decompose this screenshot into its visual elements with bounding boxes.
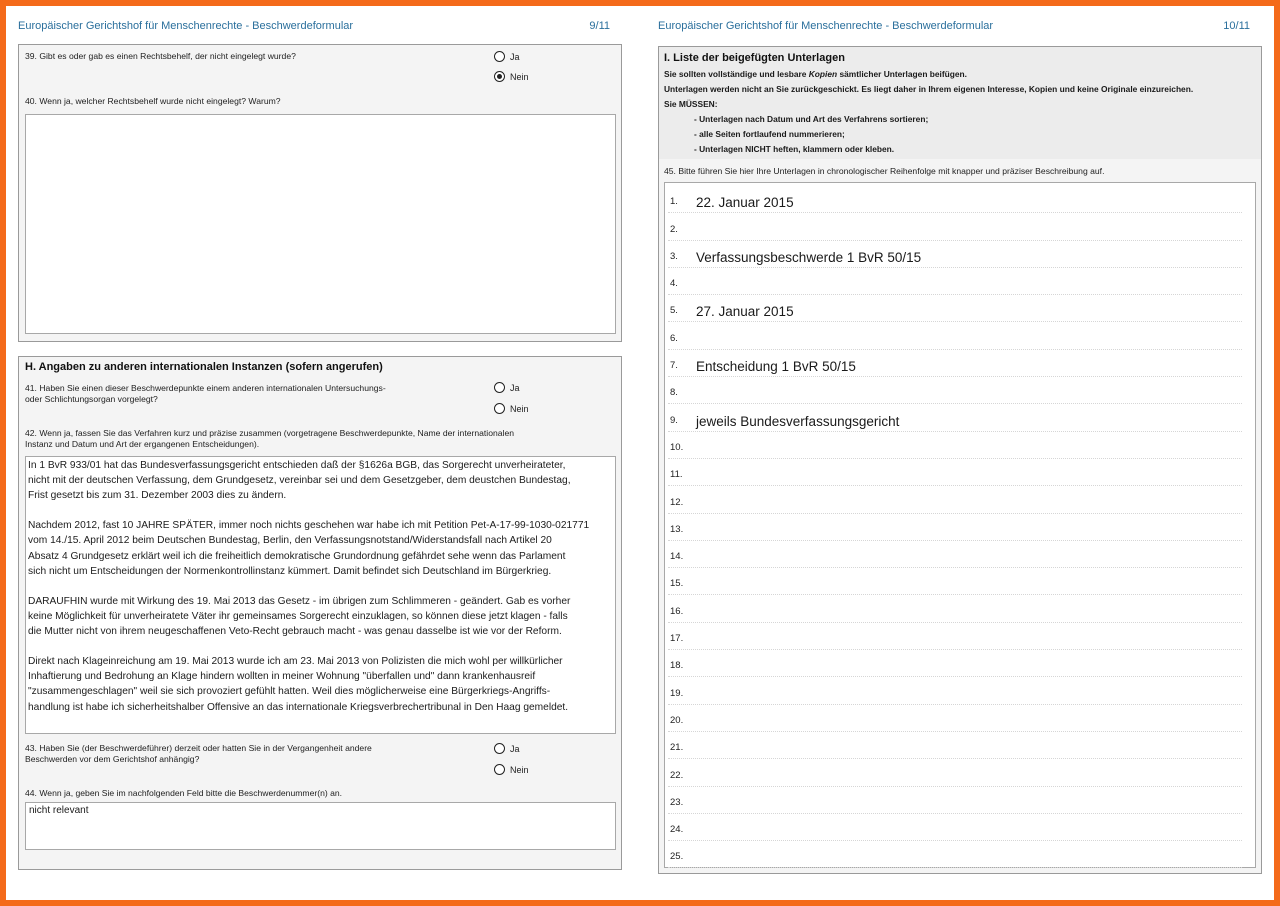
q41-radio-nein[interactable] [494,403,505,414]
info-bullet-3: - Unterlagen NICHT heften, klammern oder kleben. [694,144,895,154]
q39-label-nein: Nein [510,71,529,82]
info-line-2: Unterlagen werden nicht an Sie zurückgeschickt. Es liegt daher in Ihrem eigenen Interesse, Kopien und keine Originale einzureichen. [664,84,1194,94]
document-row[interactable] [668,677,1242,704]
info-line-3: Sie MÜSSEN: [664,99,718,109]
document-row[interactable] [668,787,1242,814]
document-number: 5. [670,305,678,317]
q39-label-ja: Ja [510,51,520,62]
info-line-1-post: sämtlicher Unterlagen beifügen. [837,69,967,79]
q42-answer-text: In 1 BvR 933/01 hat das Bundesverfassungsgericht entschieden daß der §1626a BGB, das Sorgerecht unverheirateter, nicht mit der deutschen Verfassung, dem Grundgesetz, vereinbar sei und dem Gesetzgeber, dem deustchen Bundestag, Frist gesetzt bis zum 31. Dezember 2003 dies zu ändern. Nachdem 2012, fast 10 JAHRE SPÄTER, immer noch nichts geschehen war habe ich mit Petition Pet-A-17-99-1030-021771 vom 14./15. April 2012 beim Deutschen Bundestag, Berlin, den Verfassungsnotstand/Widerstandsfall nach Artikel 20 Absatz 4 Grundgesetz erklärt weil ich die freiheitlich demokratische Grundordnung gefährdet sehe wenn das Parlament sich nicht um Entscheidungen der Normenkontrollinstanz kümmert. Damit befindet sich Deutschland im Bürgerkrieg. DARAUFHIN wurde mit Wirkung des 19. Mai 2013 das Gesetz - im übrigen zum Schlimmeren - geändert. Gab es vorher keine Möglichkeit für unverheiratete Väter ihr gemeinsames Sorgerecht einzuklagen, so können diese jetzt klagen - falls die Mutter nicht von ihrem neugeschaffenen Veto-Recht gebrauch macht - was genau dasselbe ist wie vor der Reform. Direkt nach Klageinreichung am 19. Mai 2013 wurde ich am 23. Mai 2013 von Polizisten die mich wohl per willkürlicher Inhaftierung und Bedrohung an Klage hindern wollten in meiner Wohnung "überfallen und" dann krankenhausreif "zusammengeschlagen" weil sie sich provoziert gefühlt hatten. Weil dies möglicherweise eine Bürgerkriegs-Angriffs- handlung ist habe ich sicherheitshalber Offensive an das internationale Kriegsverbrechertribunal in Den Haag gemeldet. [28,460,590,713]
q41-radio-ja[interactable] [494,382,505,393]
right-page-number: 10/11 [1223,20,1250,32]
q41-label-ja: Ja [510,382,520,393]
document-row[interactable] [668,350,1242,377]
document-row[interactable] [668,596,1242,623]
document-row[interactable] [668,323,1242,350]
left-page-header [18,20,610,32]
document-row[interactable] [668,404,1242,431]
document-description: 27. Januar 2015 [696,304,794,320]
q40-text: 40. Wenn ja, welcher Rechtsbehelf wurde nicht eingelegt? Warum? [25,96,281,106]
q39-radio-nein[interactable] [494,71,505,82]
document-number: 6. [670,332,678,344]
document-row[interactable] [668,841,1242,868]
document-row[interactable] [668,268,1242,295]
q45-text: 45. Bitte führen Sie hier Ihre Unterlagen in chronologischer Reihenfolge mit knapper und präziser Beschreibung auf. [664,166,1105,176]
info-line-1-pre: Sie sollten vollständige und lesbare [664,69,809,79]
document-row[interactable] [668,241,1242,268]
document-number: 1. [670,196,678,208]
document-number: 14. [670,551,684,563]
document-row[interactable] [668,459,1242,486]
q44-text: 44. Wenn ja, geben Sie im nachfolgenden Feld bitte die Beschwerdenummer(n) an. [25,788,343,798]
q41-text: 41. Haben Sie einen dieser Beschwerdepunkte einem anderen internationalen Untersuchungs- oder Schlichtungsorgan vorgelegt? [25,383,386,404]
document-number: 22. [670,769,684,781]
document-number: 3. [670,250,678,262]
q43-label-ja: Ja [510,743,520,754]
document-row[interactable] [668,213,1242,240]
q43-label-nein: Nein [510,764,529,775]
left-header-title: Europäischer Gerichtshof für Menschenrechte - Beschwerdeformular [18,20,354,32]
document-description: Entscheidung 1 BvR 50/15 [696,359,856,375]
q43-text: 43. Haben Sie (der Beschwerdeführer) derzeit oder hatten Sie in der Vergangenheit andere Beschwerden vor dem Gerichtshof anhängig? [25,743,372,764]
info-line-1 [664,67,967,82]
document-row[interactable] [668,705,1242,732]
document-row[interactable] [668,541,1242,568]
q39-text: 39. Gibt es oder gab es einen Rechtsbehelf, der nicht eingelegt wurde? [25,51,296,61]
q43-option-nein[interactable] [494,764,529,775]
left-page-number: 9/11 [589,20,610,32]
section-i-title: I. Liste der beigefügten Unterlagen [664,52,845,64]
q39-option-ja[interactable] [494,51,520,62]
document-row[interactable] [668,295,1242,322]
document-row[interactable] [668,759,1242,786]
document-row[interactable] [668,486,1242,513]
document-row[interactable] [668,732,1242,759]
document-description: jeweils Bundesverfassungsgericht [696,413,900,429]
document-number: 2. [670,223,678,235]
q44-answer-text: nicht relevant [29,805,89,816]
document-row[interactable] [668,650,1242,677]
document-row[interactable] [668,432,1242,459]
document-number: 20. [670,714,684,726]
document-number: 21. [670,742,684,754]
q41-option-nein[interactable] [494,403,529,414]
q41-option-ja[interactable] [494,382,520,393]
document-number: 4. [670,278,678,290]
document-row[interactable] [668,186,1242,213]
document-number: 10. [670,441,684,453]
q43-option-ja[interactable] [494,743,520,754]
q44-answer-field[interactable] [25,802,616,850]
document-number: 24. [670,824,684,836]
document-number: 15. [670,578,684,590]
q42-text: 42. Wenn ja, fassen Sie das Verfahren kurz und präzise zusammen (vorgetragene Beschwerdepunkte, Name der internationalen Instanz und Datum und Art der ergangenen Entscheidungen). [25,428,515,449]
document-row[interactable] [668,514,1242,541]
q40-answer-field[interactable] [25,114,616,334]
q39-option-nein[interactable] [494,71,529,82]
info-bullet-1: - Unterlagen nach Datum und Art des Verfahrens sortieren; [694,114,929,124]
q39-radio-ja[interactable] [494,51,505,62]
document-number: 7. [670,360,678,372]
document-number: 25. [670,851,684,863]
document-number: 19. [670,687,684,699]
document-number: 11. [670,469,683,481]
document-row[interactable] [668,568,1242,595]
q43-radio-nein[interactable] [494,764,505,775]
document-description: Verfassungsbeschwerde 1 BvR 50/15 [696,249,922,265]
document-row[interactable] [668,377,1242,404]
right-page-header [658,20,1250,32]
document-row[interactable] [668,623,1242,650]
document-number: 9. [670,414,678,426]
info-line-1-emphasis: Kopien [808,69,838,79]
q41-label-nein: Nein [510,403,529,414]
document-number: 16. [670,605,684,617]
document-row[interactable] [668,814,1242,841]
section-h-title: H. Angaben zu anderen internationalen Instanzen (sofern angerufen) [25,361,383,373]
q43-radio-ja[interactable] [494,743,505,754]
document-description: 22. Januar 2015 [696,195,794,211]
document-number: 18. [670,660,684,672]
document-number: 23. [670,796,684,808]
right-header-title: Europäischer Gerichtshof für Menschenrechte - Beschwerdeformular [658,20,994,32]
document-number: 17. [670,633,684,645]
document-number: 13. [670,523,684,535]
document-number: 12. [670,496,684,508]
info-bullet-2: - alle Seiten fortlaufend nummerieren; [694,129,845,139]
document-number: 8. [670,387,678,399]
